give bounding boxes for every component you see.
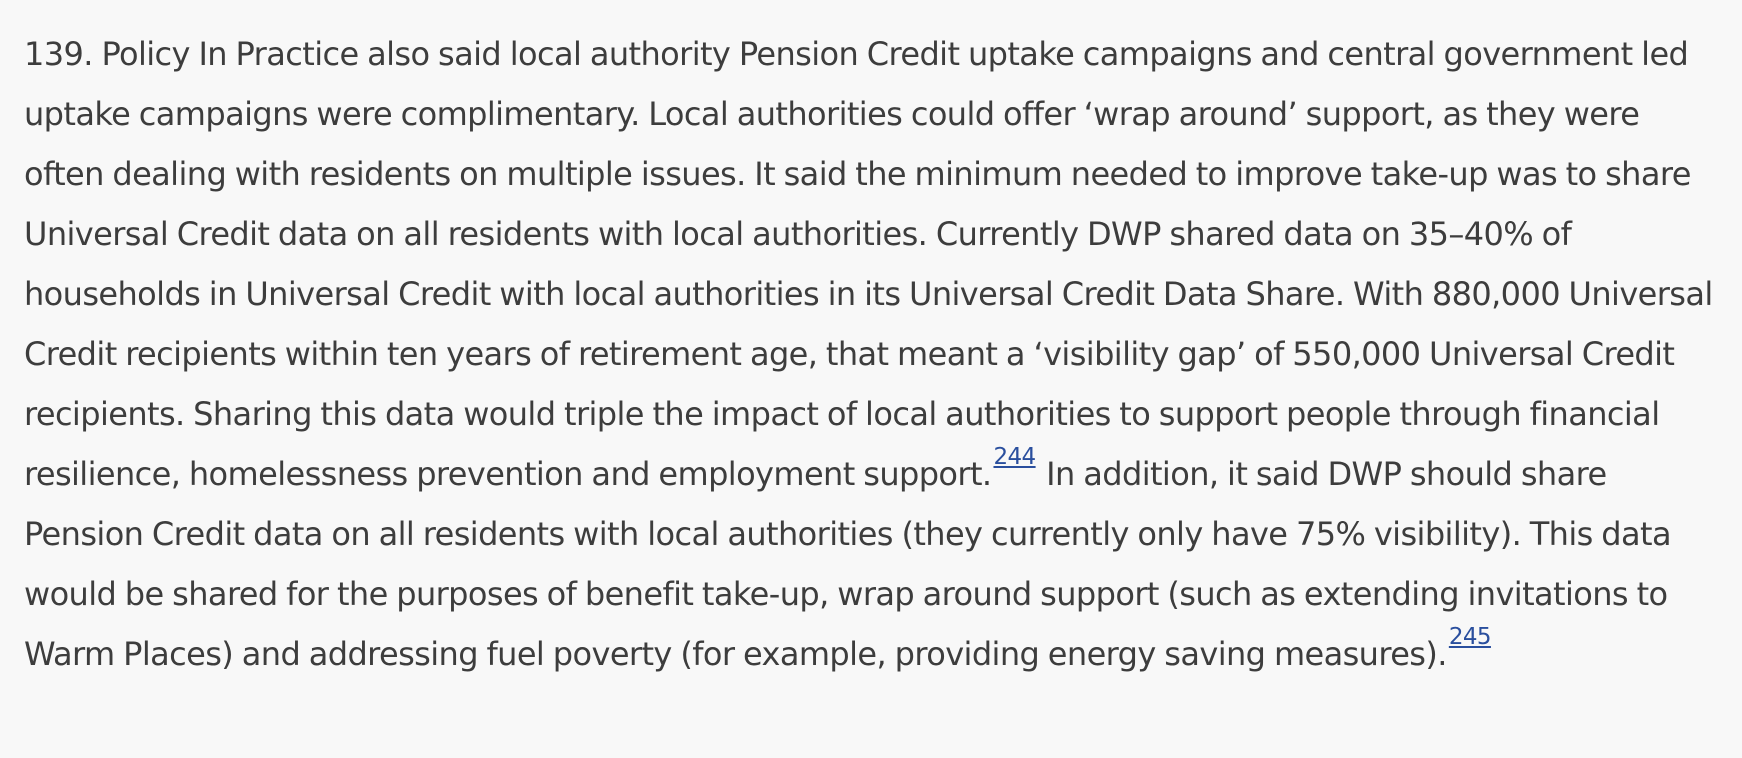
paragraph-text-part-1: Policy In Practice also said local authority Pension Credit uptake campaigns and central government led uptake campaigns were complimentary. Local authorities could offer ‘wrap around’ support, as they were often dealing with residents on multiple issues. It said the minimum needed to improve take-up was to share Universal Credit data on all residents with local authorities. Currently DWP shared data on 35–40% of households in Universal Credit with local authorities in its Universal Credit Data Share. With 880,000 Universal Credit recipients within ten years of retirement age, that meant a ‘visibility gap’ of 550,000 Universal Credit recipients. Sharing this data would triple the impact of local authorities to support people through financial resilience, homelessness prevention and employment support.: [24, 35, 1713, 493]
paragraph-139: [24, 24, 1722, 684]
footnote-link-245[interactable]: 245: [1448, 624, 1491, 650]
paragraph-number: 139.: [24, 35, 93, 73]
footnote-link-244[interactable]: 244: [993, 444, 1036, 470]
paragraph-text-part-2: In addition, it said DWP should share Pension Credit data on all residents with local authorities (they currently only have 75% visibility). This data would be shared for the purposes of benefit take-up, wrap around support (such as extending invitations to Warm Places) and addressing fuel poverty (for example, providing energy saving measures).: [24, 455, 1671, 673]
